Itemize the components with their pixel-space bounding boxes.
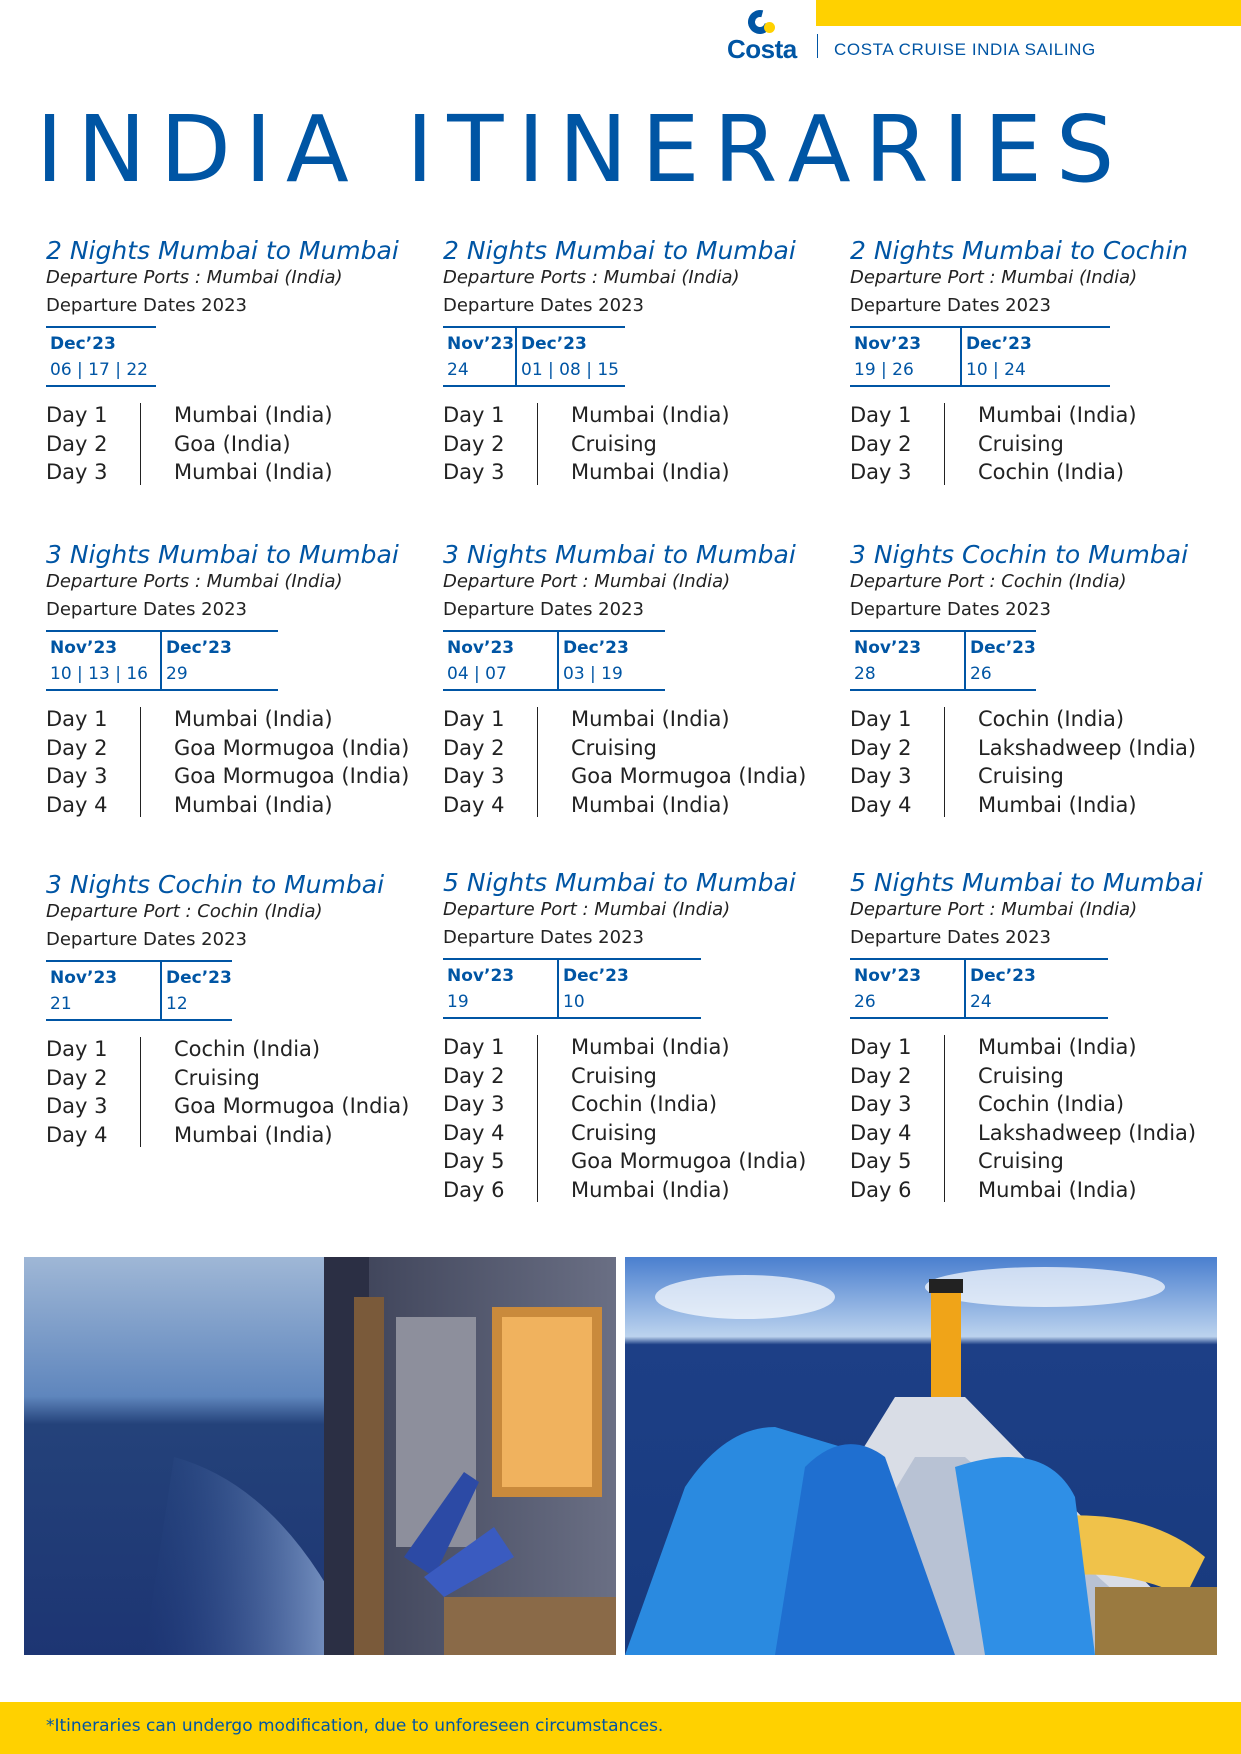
date-days: 28 — [854, 664, 876, 684]
day-label: Day 1 — [850, 707, 912, 732]
day-row — [443, 1090, 806, 1119]
day-label: Day 1 — [443, 1035, 505, 1060]
day-row — [46, 762, 409, 791]
day-place: Cruising — [978, 1149, 1064, 1174]
departure-dates-label: Departure Dates 2023 — [850, 927, 1051, 948]
waterslide-photo — [625, 1257, 1217, 1655]
day-place: Cruising — [571, 431, 657, 456]
day-place: Goa Mormugoa (India) — [571, 764, 807, 789]
day-label: Day 3 — [850, 460, 912, 485]
departure-dates-table — [443, 958, 701, 1019]
day-row — [850, 1176, 1203, 1205]
day-schedule — [46, 705, 409, 819]
itinerary-card — [850, 540, 1196, 819]
day-label: Day 1 — [443, 707, 505, 732]
date-month: Dec’23 — [521, 334, 587, 354]
day-row — [46, 430, 399, 459]
date-month: Nov’23 — [50, 968, 118, 988]
day-label: Day 1 — [46, 1037, 108, 1062]
day-place: Cochin (India) — [571, 1092, 718, 1117]
itinerary-card — [46, 870, 409, 1149]
day-schedule — [850, 1033, 1203, 1204]
departure-dates-table — [46, 326, 156, 387]
date-month: Dec’23 — [966, 334, 1032, 354]
footer-bar — [0, 1702, 1241, 1754]
date-days: 12 — [166, 994, 188, 1014]
day-place: Goa Mormugoa (India) — [174, 735, 410, 760]
day-place: Cruising — [978, 764, 1064, 789]
day-row — [443, 401, 796, 430]
day-row — [443, 1062, 806, 1091]
date-column — [46, 328, 156, 385]
date-days: 01 | 08 | 15 — [521, 360, 619, 380]
day-place: Cochin (India) — [978, 707, 1125, 732]
page-title: INDIA ITINERARIES — [36, 96, 1129, 203]
departure-dates-table — [850, 326, 1110, 387]
day-label: Day 6 — [850, 1177, 912, 1202]
departure-dates-table — [443, 326, 625, 387]
departure-port: Departure Port : Cochin (India) — [850, 571, 1127, 592]
day-row — [46, 734, 409, 763]
day-place: Cochin (India) — [978, 460, 1125, 485]
top-accent-bar — [816, 0, 1241, 26]
day-label: Day 2 — [46, 431, 108, 456]
day-label: Day 1 — [443, 403, 505, 428]
departure-port: Departure Port : Mumbai (India) — [443, 571, 731, 592]
day-label: Day 2 — [46, 1065, 108, 1090]
date-column — [557, 960, 701, 1017]
day-place: Mumbai (India) — [571, 707, 730, 732]
footer-disclaimer: *Itineraries can undergo modification, due to unforeseen circumstances. — [46, 1716, 664, 1736]
date-days: 24 — [970, 992, 992, 1012]
day-divider — [944, 1035, 945, 1202]
departure-dates-table — [850, 630, 1036, 691]
day-schedule — [443, 401, 796, 487]
day-label: Day 5 — [443, 1149, 505, 1174]
day-row — [443, 791, 806, 820]
day-label: Day 2 — [850, 1063, 912, 1088]
date-days: 21 — [50, 994, 72, 1014]
day-row — [850, 458, 1188, 487]
itinerary-title: 5 Nights Mumbai to Mumbai — [443, 868, 796, 897]
date-days: 03 | 19 — [563, 664, 623, 684]
departure-dates-table — [46, 630, 278, 691]
day-divider — [944, 403, 945, 485]
departure-dates-label: Departure Dates 2023 — [443, 295, 644, 316]
day-label: Day 2 — [443, 1063, 505, 1088]
day-row — [850, 1090, 1203, 1119]
day-divider — [140, 403, 141, 485]
day-label: Day 2 — [443, 735, 505, 760]
day-place: Mumbai (India) — [978, 403, 1137, 428]
day-label: Day 3 — [443, 1092, 505, 1117]
itinerary-title: 5 Nights Mumbai to Mumbai — [850, 868, 1203, 897]
day-row — [443, 1033, 806, 1062]
itinerary-card — [850, 868, 1203, 1204]
day-row — [443, 458, 796, 487]
day-place: Goa Mormugoa (India) — [571, 1149, 807, 1174]
day-label: Day 3 — [443, 764, 505, 789]
logo-divider — [817, 34, 818, 58]
date-month: Nov’23 — [447, 966, 515, 986]
day-place: Goa Mormugoa (India) — [174, 764, 410, 789]
departure-port: Departure Ports : Mumbai (India) — [46, 571, 343, 592]
day-schedule — [850, 705, 1196, 819]
day-schedule — [46, 1035, 409, 1149]
day-place: Mumbai (India) — [174, 403, 333, 428]
departure-dates-label: Departure Dates 2023 — [46, 599, 247, 620]
date-column — [964, 960, 1108, 1017]
day-place: Mumbai (India) — [978, 792, 1137, 817]
date-month: Nov’23 — [854, 966, 922, 986]
day-schedule — [850, 401, 1188, 487]
date-days: 19 | 26 — [854, 360, 914, 380]
date-column — [557, 632, 665, 689]
day-place: Mumbai (India) — [174, 792, 333, 817]
day-place: Cruising — [978, 431, 1064, 456]
day-place: Cruising — [571, 735, 657, 760]
day-label: Day 1 — [46, 707, 108, 732]
date-column — [46, 962, 160, 1019]
day-row — [443, 1119, 806, 1148]
day-label: Day 3 — [46, 764, 108, 789]
date-days: 24 — [447, 360, 469, 380]
day-row — [850, 791, 1196, 820]
day-label: Day 4 — [46, 792, 108, 817]
day-label: Day 6 — [443, 1177, 505, 1202]
day-label: Day 1 — [850, 403, 912, 428]
logo-wordmark: Costa — [727, 34, 797, 64]
day-place: Cruising — [571, 1120, 657, 1145]
day-row — [46, 1092, 409, 1121]
date-month: Dec’23 — [563, 638, 629, 658]
day-place: Lakshadweep (India) — [978, 1120, 1197, 1145]
day-row — [443, 762, 806, 791]
day-label: Day 2 — [46, 735, 108, 760]
departure-dates-table — [46, 960, 232, 1021]
day-divider — [140, 707, 141, 817]
day-label: Day 5 — [850, 1149, 912, 1174]
date-column — [160, 632, 278, 689]
date-column — [443, 632, 557, 689]
day-divider — [537, 707, 538, 817]
date-month: Nov’23 — [854, 638, 922, 658]
departure-dates-table — [443, 630, 665, 691]
day-schedule — [443, 705, 806, 819]
costa-logo — [727, 10, 801, 62]
itinerary-card — [46, 540, 409, 819]
day-divider — [537, 1035, 538, 1202]
day-row — [46, 1121, 409, 1150]
itinerary-title: 3 Nights Cochin to Mumbai — [46, 870, 385, 899]
day-label: Day 4 — [46, 1122, 108, 1147]
day-place: Goa (India) — [174, 431, 291, 456]
date-month: Nov’23 — [447, 334, 515, 354]
day-row — [46, 1064, 409, 1093]
day-label: Day 3 — [850, 764, 912, 789]
day-schedule — [443, 1033, 806, 1204]
departure-dates-label: Departure Dates 2023 — [850, 599, 1051, 620]
itinerary-title: 3 Nights Cochin to Mumbai — [850, 540, 1189, 569]
day-place: Cruising — [571, 1063, 657, 1088]
day-place: Goa Mormugoa (India) — [174, 1094, 410, 1119]
day-row — [46, 1035, 409, 1064]
day-place: Cochin (India) — [978, 1092, 1125, 1117]
date-column — [850, 328, 960, 385]
day-place: Mumbai (India) — [174, 460, 333, 485]
date-column — [850, 632, 964, 689]
balcony-photo — [24, 1257, 616, 1655]
day-divider — [537, 403, 538, 485]
departure-port: Departure Ports : Mumbai (India) — [46, 267, 343, 288]
logo-dot-icon — [764, 22, 775, 33]
day-row — [443, 734, 806, 763]
departure-dates-label: Departure Dates 2023 — [443, 599, 644, 620]
day-row — [443, 1176, 806, 1205]
date-month: Nov’23 — [447, 638, 515, 658]
departure-port: Departure Port : Cochin (India) — [46, 901, 323, 922]
day-label: Day 1 — [850, 1035, 912, 1060]
date-column — [443, 960, 557, 1017]
day-row — [850, 762, 1196, 791]
date-month: Dec’23 — [970, 638, 1036, 658]
itinerary-card — [850, 236, 1188, 487]
day-place: Lakshadweep (India) — [978, 735, 1197, 760]
date-days: 10 — [563, 992, 585, 1012]
date-column — [443, 328, 515, 385]
date-column — [964, 632, 1036, 689]
departure-dates-label: Departure Dates 2023 — [443, 927, 644, 948]
itinerary-title: 2 Nights Mumbai to Cochin — [850, 236, 1189, 265]
day-row — [850, 1119, 1203, 1148]
day-place: Mumbai (India) — [174, 707, 333, 732]
itinerary-title: 2 Nights Mumbai to Mumbai — [46, 236, 399, 265]
date-days: 06 | 17 | 22 — [50, 360, 148, 380]
date-month: Dec’23 — [50, 334, 116, 354]
date-days: 26 — [970, 664, 992, 684]
date-column — [46, 632, 160, 689]
date-days: 29 — [166, 664, 188, 684]
day-place: Mumbai (India) — [978, 1035, 1137, 1060]
departure-port: Departure Port : Mumbai (India) — [443, 899, 731, 920]
day-place: Cruising — [978, 1063, 1064, 1088]
day-label: Day 2 — [850, 735, 912, 760]
date-column — [960, 328, 1110, 385]
day-divider — [944, 707, 945, 817]
date-column — [850, 960, 964, 1017]
day-label: Day 1 — [46, 403, 108, 428]
day-place: Mumbai (India) — [571, 1177, 730, 1202]
day-place: Mumbai (India) — [571, 403, 730, 428]
departure-dates-label: Departure Dates 2023 — [850, 295, 1051, 316]
day-row — [850, 1033, 1203, 1062]
itinerary-title: 3 Nights Mumbai to Mumbai — [443, 540, 796, 569]
day-row — [850, 1062, 1203, 1091]
itinerary-title: 3 Nights Mumbai to Mumbai — [46, 540, 399, 569]
itinerary-title: 2 Nights Mumbai to Mumbai — [443, 236, 796, 265]
departure-port: Departure Port : Mumbai (India) — [850, 267, 1138, 288]
day-label: Day 4 — [443, 1120, 505, 1145]
day-label: Day 3 — [46, 1094, 108, 1119]
day-place: Cruising — [174, 1065, 260, 1090]
day-label: Day 3 — [850, 1092, 912, 1117]
day-label: Day 3 — [443, 460, 505, 485]
day-label: Day 4 — [443, 792, 505, 817]
day-label: Day 4 — [850, 1120, 912, 1145]
date-days: 26 — [854, 992, 876, 1012]
day-row — [443, 705, 806, 734]
date-days: 19 — [447, 992, 469, 1012]
day-divider — [140, 1037, 141, 1147]
day-row — [850, 1147, 1203, 1176]
itinerary-card — [443, 540, 806, 819]
date-month: Dec’23 — [970, 966, 1036, 986]
departure-dates-label: Departure Dates 2023 — [46, 295, 247, 316]
date-month: Nov’23 — [854, 334, 922, 354]
day-label: Day 3 — [46, 460, 108, 485]
waterslide-illustration — [625, 1257, 1217, 1655]
day-place: Mumbai (India) — [978, 1177, 1137, 1202]
date-days: 04 | 07 — [447, 664, 507, 684]
day-row — [850, 401, 1188, 430]
itinerary-card — [46, 236, 399, 487]
day-row — [46, 791, 409, 820]
date-days: 10 | 24 — [966, 360, 1026, 380]
date-column — [160, 962, 232, 1019]
day-place: Mumbai (India) — [571, 460, 730, 485]
balcony-illustration — [24, 1257, 616, 1655]
departure-dates-label: Departure Dates 2023 — [46, 929, 247, 950]
day-row — [46, 458, 399, 487]
day-place: Mumbai (India) — [571, 792, 730, 817]
brand-tagline: COSTA CRUISE INDIA SAILING — [834, 40, 1096, 59]
day-row — [443, 1147, 806, 1176]
day-row — [46, 401, 399, 430]
departure-dates-table — [850, 958, 1108, 1019]
day-label: Day 4 — [850, 792, 912, 817]
date-month: Nov’23 — [50, 638, 118, 658]
itinerary-card — [443, 868, 806, 1204]
day-row — [443, 430, 796, 459]
departure-port: Departure Ports : Mumbai (India) — [443, 267, 740, 288]
departure-port: Departure Port : Mumbai (India) — [850, 899, 1138, 920]
day-row — [850, 734, 1196, 763]
day-schedule — [46, 401, 399, 487]
day-row — [46, 705, 409, 734]
day-label: Day 2 — [850, 431, 912, 456]
day-place: Mumbai (India) — [571, 1035, 730, 1060]
date-days: 10 | 13 | 16 — [50, 664, 148, 684]
day-place: Cochin (India) — [174, 1037, 321, 1062]
date-month: Dec’23 — [166, 638, 232, 658]
day-label: Day 2 — [443, 431, 505, 456]
day-row — [850, 705, 1196, 734]
day-place: Mumbai (India) — [174, 1122, 333, 1147]
date-column — [515, 328, 625, 385]
date-month: Dec’23 — [166, 968, 232, 988]
itinerary-card — [443, 236, 796, 487]
date-month: Dec’23 — [563, 966, 629, 986]
day-row — [850, 430, 1188, 459]
